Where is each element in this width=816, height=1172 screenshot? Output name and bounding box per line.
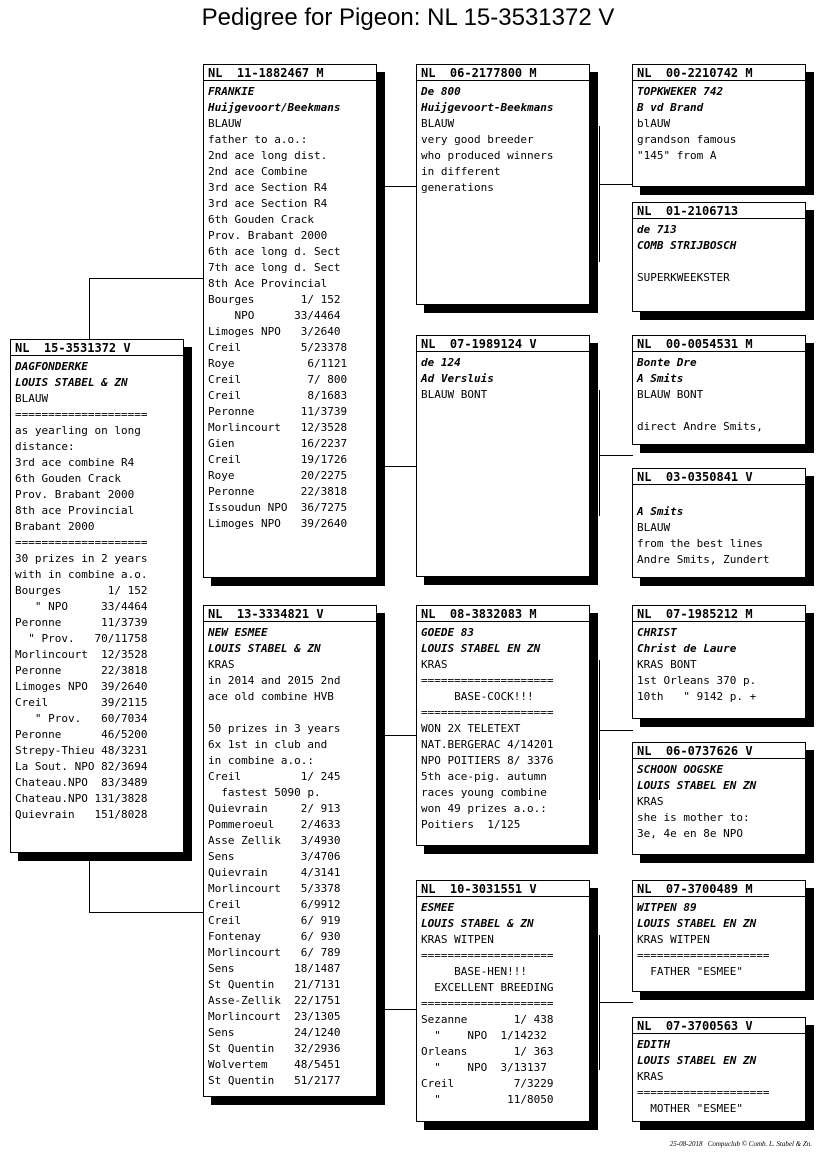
detail-line: who produced winners	[421, 149, 554, 162]
connector-line	[89, 852, 90, 913]
detail-line: KRAS BONT	[637, 658, 697, 671]
page-title: Pedigree for Pigeon: NL 15-3531372 V	[201, 4, 615, 31]
card-body	[633, 622, 805, 705]
breeder-name: COMB STRIJBOSCH	[637, 239, 737, 252]
detail-line: 2nd ace Combine	[208, 165, 308, 178]
detail-line: Quievrain 2/ 913	[208, 802, 341, 815]
pigeon-name: ESMEE	[421, 901, 455, 914]
detail-line	[637, 403, 801, 419]
pedigree-card-father	[203, 64, 377, 578]
detail-line: 6th Gouden Crack	[208, 213, 314, 226]
detail-line: 8th Ace Provincial	[208, 277, 328, 290]
breeder-name: LOUIS STABEL EN ZN	[637, 917, 757, 930]
card-body	[11, 356, 183, 823]
detail-line: generations	[421, 181, 494, 194]
detail-line: 1st Orleans 370 p.	[637, 674, 757, 687]
detail-line: ====================	[421, 997, 554, 1010]
detail-line: BLAUW	[208, 117, 242, 130]
breeder-name: LOUIS STABEL EN ZN	[421, 642, 541, 655]
breeder-name: Huijgevoort/Beekmans	[208, 101, 341, 114]
detail-line: Sens 18/1487	[208, 962, 341, 975]
detail-line: Morlincourt 12/3528	[15, 648, 148, 661]
pigeon-name: TOPKWEKER 742	[637, 85, 724, 98]
detail-line: 6x 1st in club and	[208, 738, 328, 751]
detail-line: 7th ace long d. Sect	[208, 261, 341, 274]
pedigree-card-mother-father	[416, 605, 590, 846]
card-body	[417, 622, 589, 833]
card-body	[633, 81, 805, 164]
breeder-name: A Smits	[637, 505, 684, 518]
connector-line	[599, 184, 633, 185]
detail-line: Morlincourt 12/3528	[208, 421, 348, 434]
pigeon-name: de 124	[421, 356, 461, 369]
detail-line: Fontenay 6/ 930	[208, 930, 341, 943]
pedigree-card-mmf	[632, 880, 806, 992]
card-body	[417, 897, 589, 1108]
connector-line	[599, 455, 633, 456]
detail-line: NPO POITIERS 8/ 3376	[421, 754, 554, 767]
ring-number: NL 07-1985212 M	[633, 606, 805, 622]
pigeon-name: WITPEN 89	[637, 901, 697, 914]
pedigree-card-fff	[632, 64, 806, 187]
detail-line: La Sout. NPO 82/3694	[15, 760, 148, 773]
detail-line: in different	[421, 165, 501, 178]
ring-number: NL 00-2210742 M	[633, 65, 805, 81]
detail-line: with in combine a.o.	[15, 568, 148, 581]
detail-line: St Quentin 32/2936	[208, 1042, 341, 1055]
ring-number: NL 06-0737626 V	[633, 743, 805, 759]
detail-line: BLAUW BONT	[421, 388, 488, 401]
connector-line	[384, 466, 417, 467]
pedigree-card-mother	[203, 605, 377, 1097]
breeder-name: Ad Versluis	[421, 372, 494, 385]
detail-line: Creil 19/1726	[208, 453, 348, 466]
detail-line: Prov. Brabant 2000	[208, 229, 328, 242]
detail-line: ====================	[637, 949, 770, 962]
detail-line: in combine a.o.:	[208, 754, 314, 767]
detail-line: 3rd ace Section R4	[208, 197, 328, 210]
detail-line: in 2014 and 2015 2nd	[208, 674, 341, 687]
ring-number: NL 03-0350841 V	[633, 469, 805, 485]
detail-line: KRAS WITPEN	[421, 933, 494, 946]
detail-line: she is mother to:	[637, 811, 750, 824]
breeder-name: Christ de Laure	[637, 642, 737, 655]
detail-line: Quievrain 4/3141	[208, 866, 341, 879]
ring-number: NL 11-1882467 M	[204, 65, 376, 81]
detail-line: Peronne 11/3739	[208, 405, 348, 418]
detail-line: Pommeroeul 2/4633	[208, 818, 341, 831]
detail-line: " NPO 1/14232	[421, 1029, 547, 1042]
detail-line: grandson famous	[637, 133, 737, 146]
detail-line: BASE-HEN!!!	[421, 965, 527, 978]
pedigree-card-mother-mother	[416, 880, 590, 1122]
breeder-name: LOUIS STABEL & ZN	[15, 376, 128, 389]
card-body	[204, 622, 376, 1089]
detail-line: KRAS	[637, 1070, 664, 1083]
detail-line: Peronne 11/3739	[15, 616, 148, 629]
detail-line: 10th " 9142 p. +	[637, 690, 757, 703]
ring-number: NL 06-2177800 M	[417, 65, 589, 81]
connector-line	[89, 278, 204, 279]
detail-line: Prov. Brabant 2000	[15, 488, 135, 501]
detail-line: KRAS	[421, 658, 448, 671]
detail-line: NPO 33/4464	[208, 309, 341, 322]
ring-number: NL 13-3334821 V	[204, 606, 376, 622]
ring-number: NL 07-3700489 M	[633, 881, 805, 897]
pigeon-name: Bonte Dre	[637, 356, 697, 369]
breeder-name: LOUIS STABEL & ZN	[208, 642, 321, 655]
detail-line: FATHER "ESMEE"	[637, 965, 743, 978]
detail-line: blAUW	[637, 117, 671, 130]
detail-line: 3rd ace combine R4	[15, 456, 135, 469]
detail-line: from the best lines	[637, 537, 763, 550]
card-body	[633, 219, 805, 286]
card-body	[633, 352, 805, 435]
pigeon-name: SCHOON OOGSKE	[637, 763, 724, 776]
detail-line: Creil 8/1683	[208, 389, 348, 402]
detail-line: Roye 6/1121	[208, 357, 348, 370]
detail-line: Bourges 1/ 152	[15, 584, 148, 597]
pigeon-name: de 713	[637, 223, 677, 236]
detail-line: as yearling on long	[15, 424, 141, 437]
detail-line: WON 2X TELETEXT	[421, 722, 521, 735]
ring-number: NL 10-3031551 V	[417, 881, 589, 897]
detail-line: " Prov. 60/7034	[15, 712, 148, 725]
detail-line: Orleans 1/ 363	[421, 1045, 554, 1058]
detail-line: BLAUW	[15, 392, 49, 405]
detail-line: Creil 5/23378	[208, 341, 348, 354]
detail-line: Bourges 1/ 152	[208, 293, 341, 306]
detail-line: Sens 24/1240	[208, 1026, 341, 1039]
pedigree-card-mfm	[632, 742, 806, 855]
detail-line: 50 prizes in 3 years	[208, 722, 341, 735]
detail-line: Sezanne 1/ 438	[421, 1013, 554, 1026]
pedigree-card-father-mother	[416, 335, 590, 577]
detail-line: ====================	[421, 674, 554, 687]
detail-line: Chateau.NPO 131/3828	[15, 792, 148, 805]
detail-line	[637, 254, 801, 270]
connector-line	[384, 186, 417, 187]
pedigree-card-fmm	[632, 468, 806, 578]
detail-line: Creil 1/ 245	[208, 770, 341, 783]
detail-line: 6th ace long d. Sect	[208, 245, 341, 258]
ring-number: NL 15-3531372 V	[11, 340, 183, 356]
detail-line: St Quentin 21/7131	[208, 978, 341, 991]
detail-line: 6th Gouden Crack	[15, 472, 121, 485]
detail-line: KRAS	[208, 658, 235, 671]
detail-line: 30 prizes in 2 years	[15, 552, 148, 565]
detail-line: NAT.BERGERAC 4/14201	[421, 738, 554, 751]
detail-line: Limoges NPO 3/2640	[208, 325, 341, 338]
detail-line: Asse-Zellik 22/1751	[208, 994, 341, 1007]
detail-line: Sens 3/4706	[208, 850, 341, 863]
card-body	[633, 485, 805, 568]
pedigree-card-father-father	[416, 64, 590, 305]
detail-line: " 11/8050	[421, 1093, 554, 1106]
breeder-name: Huijgevoort-Beekmans	[421, 101, 554, 114]
detail-line: ace old combine HVB	[208, 690, 334, 703]
footer-credit: 25-08-2018 Compuclub © Comb. L. Stabel & Zn.	[669, 1140, 812, 1148]
connector-line	[384, 735, 385, 1010]
detail-line: Morlincourt 6/ 789	[208, 946, 341, 959]
connector-line	[384, 1009, 417, 1010]
pigeon-name: EDITH	[637, 1038, 671, 1051]
detail-line: ====================	[15, 408, 148, 421]
detail-line: ====================	[421, 706, 554, 719]
detail-line: fastest 5090 p.	[208, 786, 321, 799]
ring-number: NL 00-0054531 M	[633, 336, 805, 352]
connector-line	[599, 390, 600, 516]
ring-number: NL 07-1989124 V	[417, 336, 589, 352]
detail-line: SUPERKWEEKSTER	[637, 271, 730, 284]
pigeon-name	[637, 488, 801, 504]
detail-line: KRAS	[637, 795, 664, 808]
ring-number: NL 01-2106713	[633, 203, 805, 219]
detail-line	[208, 705, 372, 721]
detail-line: 3rd ace Section R4	[208, 181, 328, 194]
pigeon-name: CHRIST	[637, 626, 677, 639]
detail-line: ====================	[637, 1086, 770, 1099]
connector-line	[89, 278, 90, 340]
detail-line: MOTHER "ESMEE"	[637, 1102, 743, 1115]
detail-line: " Prov. 70/11758	[15, 632, 148, 645]
detail-line: Creil 39/2115	[15, 696, 148, 709]
detail-line: BLAUW BONT	[637, 388, 704, 401]
breeder-name: A Smits	[637, 372, 684, 385]
breeder-name: B vd Brand	[637, 101, 704, 114]
detail-line: Poitiers 1/125	[421, 818, 521, 831]
connector-line	[599, 1002, 633, 1003]
pigeon-name: De 800	[421, 85, 461, 98]
detail-line: distance:	[15, 440, 75, 453]
detail-line: Issoudun NPO 36/7275	[208, 501, 348, 514]
connector-line	[599, 730, 633, 731]
ring-number: NL 07-3700563 V	[633, 1018, 805, 1034]
detail-line: father to a.o.:	[208, 133, 308, 146]
detail-line: BASE-COCK!!!	[421, 690, 534, 703]
ring-number: NL 08-3832083 M	[417, 606, 589, 622]
pedigree-card-ffm	[632, 202, 806, 312]
pigeon-name: NEW ESMEE	[208, 626, 268, 639]
detail-line: Wolvertem 48/5451	[208, 1058, 341, 1071]
detail-line: Peronne 46/5200	[15, 728, 148, 741]
detail-line: Morlincourt 23/1305	[208, 1010, 341, 1023]
detail-line: won 49 prizes a.o.:	[421, 802, 547, 815]
pedigree-card-subject	[10, 339, 184, 853]
detail-line: EXCELLENT BREEDING	[421, 981, 554, 994]
card-body	[633, 897, 805, 980]
detail-line: Strepy-Thieu 48/3231	[15, 744, 148, 757]
detail-line: Peronne 22/3818	[15, 664, 148, 677]
detail-line: Creil 6/ 919	[208, 914, 341, 927]
card-body	[204, 81, 376, 532]
detail-line: 8th ace Provincial	[15, 504, 135, 517]
pedigree-card-fmf	[632, 335, 806, 445]
pedigree-card-mmm	[632, 1017, 806, 1122]
detail-line: Limoges NPO 39/2640	[208, 517, 348, 530]
pigeon-name: DAGFONDERKE	[15, 360, 88, 373]
detail-line: Asse Zellik 3/4930	[208, 834, 341, 847]
detail-line: ====================	[421, 949, 554, 962]
card-body	[633, 1034, 805, 1117]
connector-line	[384, 186, 385, 467]
detail-line: direct Andre Smits,	[637, 420, 763, 433]
detail-line: St Quentin 51/2177	[208, 1074, 341, 1087]
detail-line: Quievrain 151/8028	[15, 808, 148, 821]
card-body	[417, 81, 589, 196]
breeder-name: LOUIS STABEL EN ZN	[637, 779, 757, 792]
detail-line: "145" from A	[637, 149, 717, 162]
card-body	[417, 352, 589, 403]
detail-line: very good breeder	[421, 133, 534, 146]
detail-line: 5th ace-pig. autumn	[421, 770, 547, 783]
detail-line: Gien 16/2237	[208, 437, 348, 450]
detail-line: ====================	[15, 536, 148, 549]
pigeon-name: GOEDE 83	[421, 626, 474, 639]
detail-line: BLAUW	[637, 521, 671, 534]
detail-line: Creil 7/3229	[421, 1077, 554, 1090]
connector-line	[599, 126, 600, 262]
detail-line: BLAUW	[421, 117, 455, 130]
detail-line: " NPO 33/4464	[15, 600, 148, 613]
detail-line: Creil 7/ 800	[208, 373, 348, 386]
connector-line	[89, 912, 204, 913]
breeder-name: LOUIS STABEL & ZN	[421, 917, 534, 930]
detail-line: Roye 20/2275	[208, 469, 348, 482]
detail-line: Chateau.NPO 83/3489	[15, 776, 148, 789]
detail-line: 3e, 4e en 8e NPO	[637, 827, 743, 840]
detail-line: Brabant 2000	[15, 520, 95, 533]
connector-line	[384, 735, 417, 736]
detail-line: Andre Smits, Zundert	[637, 553, 770, 566]
pigeon-name: FRANKIE	[208, 85, 255, 98]
breeder-name: LOUIS STABEL EN ZN	[637, 1054, 757, 1067]
detail-line: races young combine	[421, 786, 547, 799]
detail-line: Peronne 22/3818	[208, 485, 348, 498]
detail-line: " NPO 3/13137	[421, 1061, 547, 1074]
card-body	[633, 759, 805, 842]
pedigree-card-mff	[632, 605, 806, 719]
detail-line: Limoges NPO 39/2640	[15, 680, 148, 693]
detail-line: Morlincourt 5/3378	[208, 882, 341, 895]
detail-line: KRAS WITPEN	[637, 933, 710, 946]
detail-line: Creil 6/9912	[208, 898, 341, 911]
detail-line: 2nd ace long dist.	[208, 149, 328, 162]
